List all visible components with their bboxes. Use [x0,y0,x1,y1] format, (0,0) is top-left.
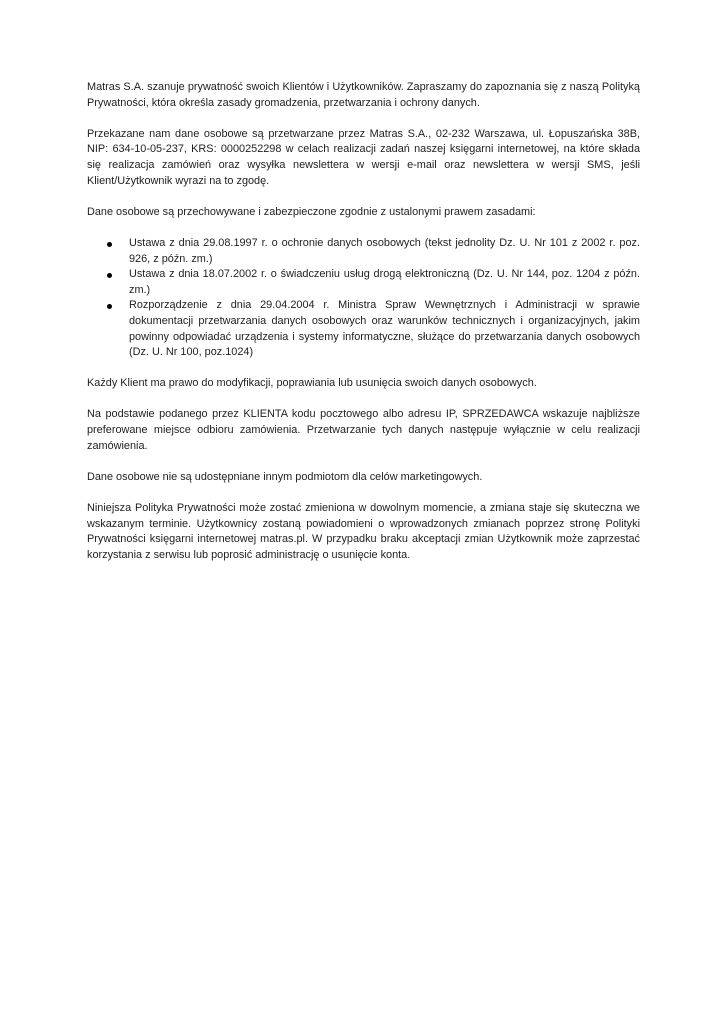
bullet-icon [107,273,112,278]
list-item [87,298,640,360]
pickup-paragraph: Na podstawie podanego przez KLIENTA kodu pocztowego albo adresu IP, SPRZEDAWCA wskazuje najbliższe preferowane miejsce odbioru zamówienia. Przetwarzanie tych danych następuje wyłącznie w celu realizacji zamówienia. [87,408,640,452]
list-item [87,236,640,267]
bullet-icon [107,304,112,309]
processing-paragraph: Przekazane nam dane osobowe są przetwarzane przez Matras S.A., 02-232 Warszawa, ul. Łopuszańska 38B, NIP: 634-10-05-237, KRS: 0000252298 w celach realizacji zadań naszej księgarni internetowej, na które składa się realizacja zamówień oraz wysyłka newslettera w wersji e-mail oraz newslettera w wersji SMS, jeśli Klient/Użytkownik wyrazi na to zgodę. [87,127,640,187]
laws-list [87,236,640,361]
privacy-policy-document [87,80,640,579]
intro-paragraph: Matras S.A. szanuje prywatność swoich Klientów i Użytkowników. Zapraszamy do zapoznania się z naszą Polityką Prywatności, która określa zasady gromadzenia, przetwarzania i ochrony danych. [87,81,640,109]
list-item [87,267,640,298]
sharing-paragraph: Dane osobowe nie są udostępniane innym podmiotom dla celów marketingowych. [87,470,483,483]
rights-paragraph: Każdy Klient ma prawo do modyfikacji, poprawiania lub usunięcia swoich danych osobowych. [87,377,537,390]
law-text: Rozporządzenie z dnia 29.04.2004 r. Ministra Spraw Wewnętrznych i Administracji w sprawie dokumentacji przetwarzania danych osobowych oraz warunków technicznych i organizacyjnych, jakim powinny odpowiadać urządzenia i systemy informatyczne, służące do przetwarzania danych osobowych (Dz. U. Nr 100, poz.1024) [129,299,640,359]
storage-paragraph: Dane osobowe są przechowywane i zabezpieczone zgodnie z ustalonymi prawem zasadami: [87,205,536,218]
law-text: Ustawa z dnia 29.08.1997 r. o ochronie danych osobowych (tekst jednolity Dz. U. Nr 101 z 2002 r. poz. 926, z późn. zm.) [129,236,640,265]
changes-paragraph: Niniejsza Polityka Prywatności może zostać zmieniona w dowolnym momencie, a zmiana staje się skuteczna we wskazanym terminie. Użytkownicy zostaną powiadomieni o wprowadzonych zmianach poprzez stronę Polityki Prywatności księgarni internetowej matras.pl. W przypadku braku akceptacji zmian Użytkownik może zaprzestać korzystania z serwisu lub poprosić administrację o usunięcie konta. [87,502,640,561]
law-text: Ustawa z dnia 18.07.2002 r. o świadczeniu usług drogą elektroniczną (Dz. U. Nr 144, poz. 1204 z późn. zm.) [129,268,640,296]
bullet-icon [107,242,112,247]
